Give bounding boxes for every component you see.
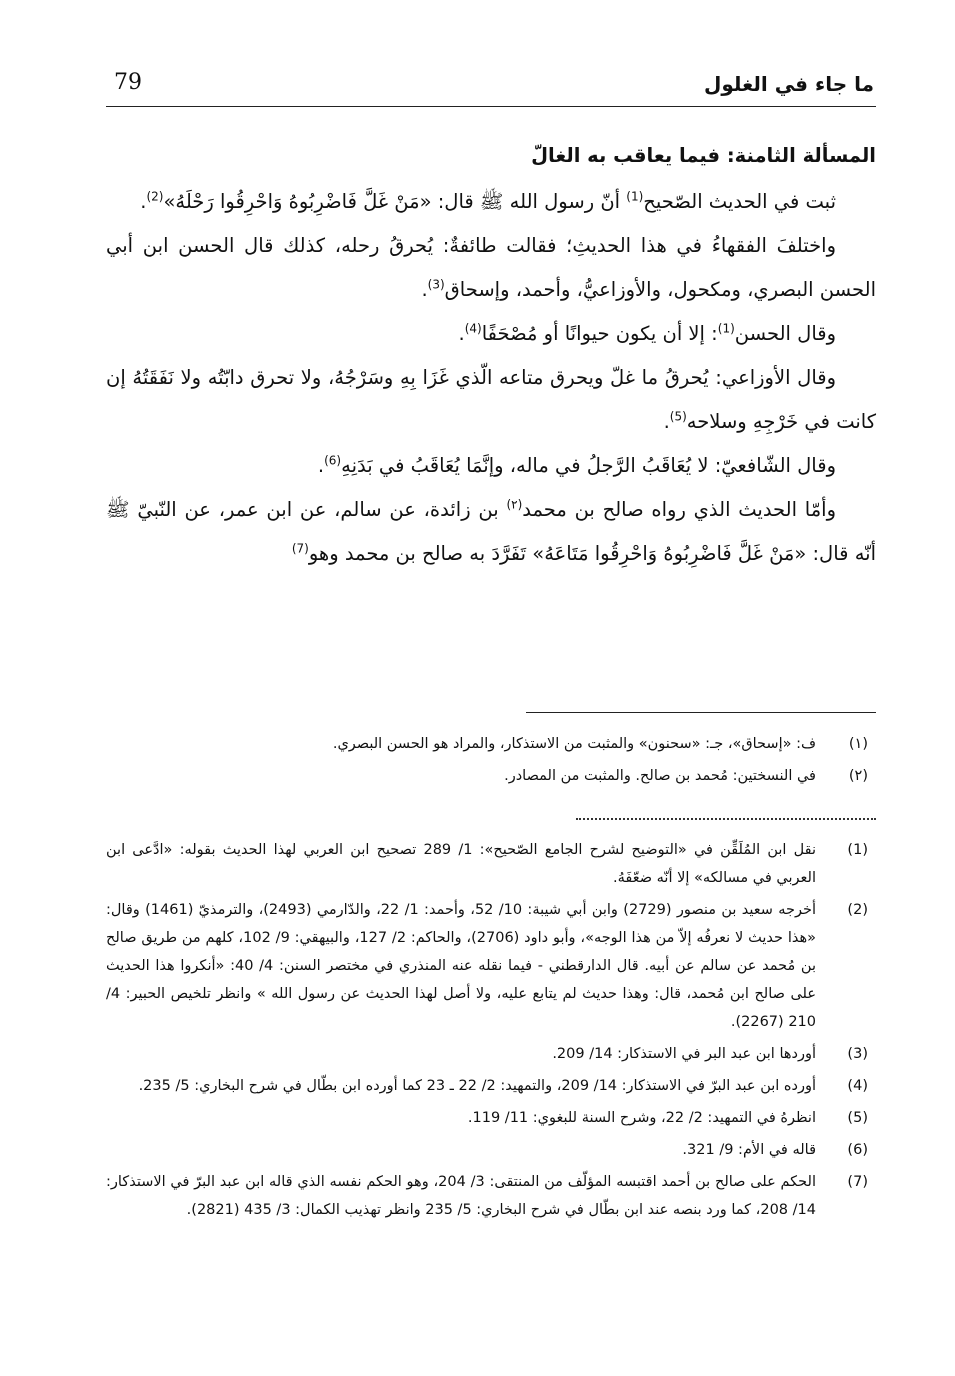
editor-note xyxy=(106,730,876,758)
footnote xyxy=(106,1168,876,1224)
note-text: في النسختين: مُحمد بن صالح. والمثبت من المصادر. xyxy=(504,768,816,784)
footnote-text: الحكم على صالح بن أحمد اقتبسه المؤلّف من المنتقى: 3/ 204، وهو الحكم نفسه الذي قاله ابن عبد البرّ في الاستذكار: 14/ 208، كما ورد بنصه عند ابن بطّال في شرح البخاري: 5/ 235 وانظر تهذيب الكمال: 3/ 435 (2821). xyxy=(106,1174,816,1218)
editor-notes xyxy=(106,730,876,790)
footnote-text: أورده ابن عبد البرّ في الاستذكار: 14/ 209، والتمهيد: 2/ 22 ـ 23 كما أورده ابن بطّال في شرح البخاري: 5/ 235. xyxy=(138,1078,816,1094)
footnote-text: انظرهُ في التمهيد: 2/ 22، وشرح السنة للبغوي: 11/ 119. xyxy=(467,1110,816,1126)
page-header xyxy=(106,66,876,107)
footnote-text: أخرجه سعيد بن منصور (2729) وابن أبي شيبة: 10/ 52، وأحمد: 1/ 22، والدّارمي (2493)، والترمذيّ (1461) وقال: «هذا حديث لا نعرفُه إلاّ من هذا الوجه»، وأبو داود (2706)، والحاكم: 2/ 127، والبيهقي: 9/ 102، كلهم من طريق صالح بن مُحمد عن سالم عن أبيه. قال الدارقطني - فيما نقله عنه المنذري في مختصر السنن: 4/ 40: «أنكروا هذا الحديث على صالح ابن مُحمد، قال: وهذا حديث لم يتابع عليه، ولا أصل لهذا الحديث عن رسول الله » وانظر تلخيص الحبير: 4/ 210 (2267). xyxy=(106,902,817,1030)
paragraph: ثبت في الحديث الصّحيح$^{(1)}$ أنّ رسول الله ﷺ قال: «مَنْ غَلَّ فَاضْرِبُوهُ وَاحْرِقُوا رَحْلَهُ»$^{(2)}$. xyxy=(140,189,836,213)
footnote-separator xyxy=(526,712,876,713)
dotted-separator xyxy=(576,818,876,820)
footnote-text: نقل ابن المُلَقِّن في «التوضيح لشرح الجامع الصّحيح»: 1/ 289 تصحيح ابن العربي لهذا الحديث بقوله: «ادَّعى ابن العربي في مسالكه» إلا أنّه ضعّفَهُ. xyxy=(106,842,816,886)
footnotes xyxy=(106,836,876,1224)
footnote-number: (6) xyxy=(847,1142,868,1158)
paragraph: وأمّا الحديث الذي رواه صالح بن محمد$^{(٢)}$ بن زائدة، عن سالم، عن ابن عمر، عن النّبيّ ﷺ أنّه قال: «مَنْ غَلَّ فَاضْرِبُوهُ وَاحْرِقُوا مَتَاعَهُ» تَفَرَّدَ به صالح بن محمد وهو$^{(7)}$ xyxy=(106,497,876,565)
footnote-text: قاله في الأم: 9/ 321. xyxy=(682,1142,816,1158)
footnote-number: (5) xyxy=(847,1110,868,1126)
footnote-number: (2) xyxy=(847,902,868,918)
note-number: (٢) xyxy=(848,768,868,784)
note-number: (١) xyxy=(848,736,868,752)
book-page xyxy=(106,66,876,1306)
paragraph: وقال الحسن$^{(1)}$: إلا أن يكون حيوانًا أو مُصْحَفًا$^{(4)}$. xyxy=(458,321,836,345)
footnote xyxy=(106,836,876,892)
footnote xyxy=(106,1136,876,1164)
section-heading: المسألة الثامنة: فيما يعاقب به الغالّ xyxy=(531,144,876,167)
running-title: ما جاء في الغلول xyxy=(704,72,874,96)
footnote xyxy=(106,1072,876,1100)
footnote-number: (4) xyxy=(847,1078,868,1094)
editor-note xyxy=(106,762,876,790)
paragraph: وقال الأوزاعي: يُحرقُ ما غلّ ويحرق متاعه الّذي غَزَا بِهِ وسَرْجُهُ، ولا تحرق دابّتُه ولا نَفَقَتُهُ إن كانت في خَرْجِهِ وسلاحه$^{(5)}$. xyxy=(106,366,876,433)
footnote xyxy=(106,896,876,1036)
footnote xyxy=(106,1104,876,1132)
footnote-number: (1) xyxy=(847,842,868,858)
footnote-number: (3) xyxy=(847,1046,868,1062)
note-text: ف: «إسحاق»، جـ: «سحنون» والمثبت من الاستذكار، والمراد هو الحسن البصري. xyxy=(332,736,816,752)
footnote-text: أوردها ابن عبد البر في الاستذكار: 14/ 209. xyxy=(552,1046,816,1062)
footnote-number: (7) xyxy=(847,1174,868,1190)
paragraph: واختلفَ الفقهاءُ في هذا الحديثِ؛ فقالت طائفةٌ: يُحرقُ رحله، كذلك قال الحسن ابن أبي الحسن البصري، ومكحول، والأوزاعيُّ، وأحمد، وإسحاق$^{(3)}$. xyxy=(106,234,876,301)
paragraph: وقال الشّافعيّ: لا يُعَاقَبُ الرَّجلُ في ماله، وإنَّمَا يُعَاقَبُ في بَدَنِهِ$^{(6)}$. xyxy=(317,453,836,477)
page-number: 79 xyxy=(114,70,142,95)
footnote xyxy=(106,1040,876,1068)
main-text xyxy=(106,134,876,576)
